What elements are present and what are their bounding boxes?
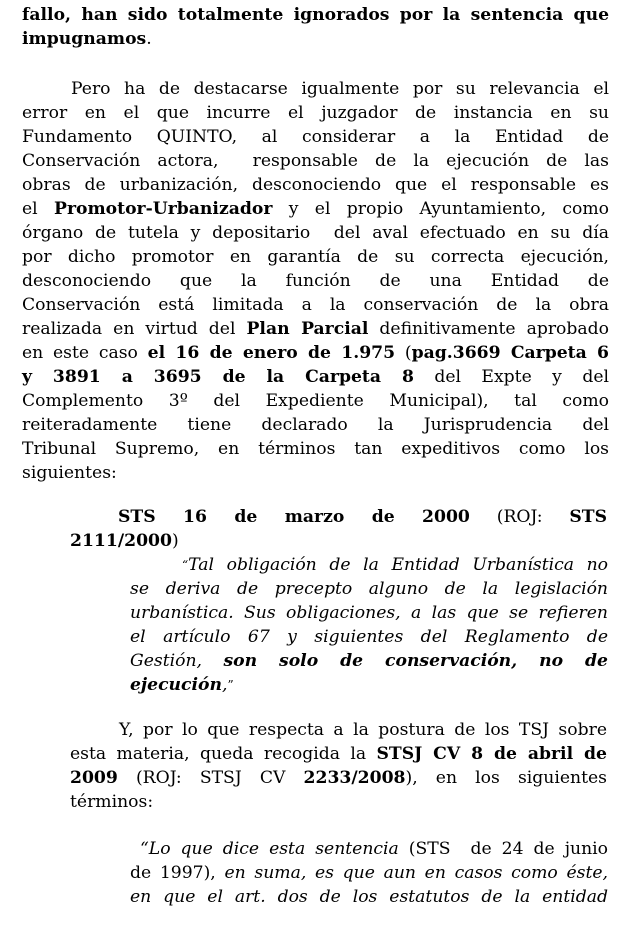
text-line: Gestión, son solo de conservación, no de <box>130 651 608 671</box>
text-line: Fundamento QUINTO, al considerar a la Entidad de <box>22 127 609 147</box>
text-line: “Tal obligación de la Entidad Urbanística no <box>182 555 608 575</box>
paragraph-main <box>22 77 609 485</box>
citation-sts <box>70 505 607 553</box>
text-line: Tribunal Supremo, en términos tan expeditivos como los <box>22 439 609 459</box>
text-line: se deriva de precepto alguno de la legislación <box>130 579 608 599</box>
text-line: Conservación está limitada a la conservación de la obra <box>22 295 609 315</box>
text-line: Y, por lo que respecta a la postura de los TSJ sobre <box>119 720 607 740</box>
text-line: fallo, han sido totalmente ignorados por la sentencia que <box>22 5 609 25</box>
text-line: en este caso el 16 de enero de 1.975 (pag.3669 Carpeta 6 <box>22 343 610 363</box>
paragraph-intro <box>22 3 609 51</box>
paragraph-tsj <box>70 718 607 814</box>
text-line: desconociendo que la función de una Entidad de <box>22 271 609 291</box>
text-line: esta materia, queda recogida la STSJ CV 8 de abril de <box>70 744 607 764</box>
text-line: urbanística. Sus obligaciones, a las que se refieren <box>130 603 608 623</box>
quote-stsj <box>130 837 608 909</box>
text-line: de 1997), en suma, es que aun en casos como éste, <box>130 863 608 883</box>
text-line: Pero ha de destacarse igualmente por su relevancia el <box>71 79 609 99</box>
quote-sts <box>130 553 608 697</box>
text-line: impugnamos. <box>22 29 152 49</box>
text-line: y 3891 a 3695 de la Carpeta 8 del Expte y del <box>22 367 609 387</box>
text-line: Complemento 3º del Expediente Municipal), tal como <box>22 391 609 411</box>
text-line: obras de urbanización, desconociendo que el responsable es <box>22 175 609 195</box>
text-line: reiteradamente tiene declarado la Jurisprudencia del <box>22 415 609 435</box>
text-line: Conservación actora, responsable de la ejecución de las <box>22 151 609 171</box>
text-line: error en el que incurre el juzgador de instancia en su <box>22 103 609 123</box>
text-line: términos: <box>70 792 154 812</box>
text-line: órgano de tutela y depositario del aval efectuado en su día <box>22 223 609 243</box>
text-line: siguientes: <box>22 463 117 483</box>
text-line: 2111/2000) <box>70 531 179 551</box>
text-line: por dicho promotor en garantía de su correcta ejecución, <box>22 247 609 267</box>
text-line: el artículo 67 y siguientes del Reglamento de <box>130 627 608 647</box>
text-line: el Promotor-Urbanizador y el propio Ayuntamiento, como <box>22 199 610 219</box>
text-line: “Lo que dice esta sentencia (STS de 24 de junio <box>140 839 609 859</box>
text-line: ejecución,” <box>130 675 234 695</box>
text-line: realizada en virtud del Plan Parcial definitivamente aprobado <box>22 319 609 339</box>
text-line: en que el art. dos de los estatutos de la entidad <box>130 887 608 907</box>
text-line: STS 16 de marzo de 2000 (ROJ: STS <box>118 507 607 527</box>
text-line: 2009 (ROJ: STSJ CV 2233/2008), en los siguientes <box>70 768 607 788</box>
